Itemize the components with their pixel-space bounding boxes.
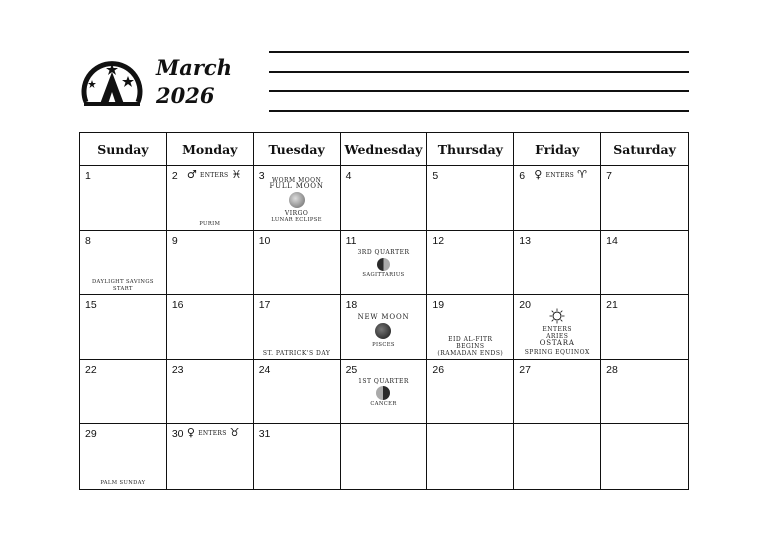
new-moon-icon: [375, 323, 391, 339]
event-label: PURIM: [199, 221, 221, 228]
event-label: OSTARA: [539, 339, 575, 348]
day-cell[interactable]: [80, 295, 167, 360]
venus-icon: ♀: [534, 168, 543, 181]
day-cell[interactable]: [254, 295, 341, 360]
event-label: SPRING EQUINOX: [524, 349, 590, 357]
weekday-wednesday: Wednesday: [341, 133, 428, 166]
moon-stars-logo-icon: [78, 52, 146, 110]
event-label: BEGINS: [456, 342, 485, 350]
day-number: 5: [432, 170, 439, 182]
event-label: PALM SUNDAY: [100, 480, 146, 487]
day-number: 11: [345, 234, 357, 247]
day-number: 12: [432, 234, 445, 247]
day-number: 8: [85, 234, 91, 247]
event-label: (RAMADAN ENDS): [437, 349, 504, 357]
day-cell[interactable]: [601, 424, 688, 489]
day-cell[interactable]: [341, 360, 428, 425]
day-number: 28: [606, 363, 618, 376]
day-cell[interactable]: [601, 231, 688, 296]
day-cell[interactable]: [254, 360, 341, 425]
weekday-friday: Friday: [514, 133, 601, 166]
month-label: March: [156, 55, 232, 80]
sun-icon: [549, 308, 565, 324]
day-cell[interactable]: [80, 231, 167, 296]
day-number: 31: [258, 428, 271, 441]
day-cell[interactable]: [254, 424, 341, 489]
day-cell[interactable]: [514, 166, 601, 231]
weekday-sunday: Sunday: [80, 133, 167, 166]
taurus-icon: ♉: [229, 426, 240, 440]
weekday-saturday: Saturday: [601, 133, 688, 166]
event-label: VIRGO: [284, 210, 309, 217]
event-label: CANCER: [370, 400, 397, 407]
day-cell[interactable]: [514, 295, 601, 360]
event-label: WORM MOON: [271, 177, 322, 184]
day-cell[interactable]: [254, 231, 341, 296]
day-cell[interactable]: [427, 166, 514, 231]
ingress-note: ♀ ENTERS ♉: [186, 426, 240, 440]
day-cell[interactable]: [427, 231, 514, 296]
event-label: FULL MOON: [269, 182, 324, 190]
day-number: 26: [432, 363, 445, 376]
day-cell[interactable]: [167, 360, 254, 425]
event-label: NEW MOON: [357, 313, 410, 322]
day-cell[interactable]: [254, 166, 341, 231]
day-number: 21: [606, 299, 618, 312]
weekday-monday: Monday: [167, 133, 254, 166]
venus-icon: ♀: [186, 426, 196, 440]
day-cell[interactable]: [601, 295, 688, 360]
weekday-thursday: Thursday: [427, 133, 514, 166]
day-number: 2: [171, 170, 178, 182]
day-cell[interactable]: [427, 424, 514, 489]
day-number: 14: [606, 234, 618, 247]
day-cell[interactable]: [341, 166, 428, 231]
ingress-note: ♀ ENTERS ♈: [534, 168, 588, 181]
day-number: 10: [258, 234, 271, 247]
day-cell[interactable]: [167, 166, 254, 231]
weekday-tuesday: Tuesday: [254, 133, 341, 166]
day-number: 25: [345, 363, 358, 376]
day-number: 13: [519, 234, 531, 247]
event-label: DAYLIGHT SAVINGS: [91, 278, 154, 285]
day-cell[interactable]: [341, 231, 428, 296]
day-cell[interactable]: [167, 424, 254, 489]
day-number: 4: [345, 170, 352, 182]
day-number: 7: [606, 170, 612, 182]
ingress-note: ♂ ENTERS ♓: [186, 168, 242, 181]
day-cell[interactable]: [167, 231, 254, 296]
day-cell[interactable]: [80, 424, 167, 489]
day-number: 30: [171, 428, 184, 441]
event-label: ARIES: [546, 333, 569, 341]
day-number: 1: [85, 170, 91, 182]
pisces-icon: ♓: [231, 168, 242, 181]
day-cell[interactable]: [427, 360, 514, 425]
day-number: 18: [345, 299, 358, 312]
day-cell[interactable]: [341, 424, 428, 489]
day-cell[interactable]: [601, 166, 688, 231]
day-number: 15: [85, 299, 97, 312]
event-label: PISCES: [372, 342, 395, 349]
day-cell[interactable]: [514, 424, 601, 489]
aries-icon: ♈: [577, 168, 588, 181]
third-quarter-moon-icon: [377, 258, 390, 271]
day-cell[interactable]: [167, 295, 254, 360]
full-moon-icon: [289, 192, 305, 208]
day-cell[interactable]: [514, 360, 601, 425]
mars-icon: ♂: [186, 168, 198, 181]
note-line: [269, 51, 689, 53]
day-number: 20: [519, 299, 531, 312]
event-label: LUNAR ECLIPSE: [271, 217, 322, 223]
event-label: 1ST QUARTER: [358, 377, 409, 385]
note-line: [269, 110, 689, 112]
day-number: 9: [171, 234, 178, 247]
day-cell[interactable]: [514, 231, 601, 296]
day-cell[interactable]: [601, 360, 688, 425]
day-cell[interactable]: [427, 295, 514, 360]
day-cell[interactable]: [341, 295, 428, 360]
first-quarter-moon-icon: [376, 386, 390, 400]
day-number: 23: [171, 363, 184, 376]
year-label: 2026: [156, 83, 215, 108]
day-number: 6: [519, 170, 526, 182]
day-number: 19: [432, 299, 445, 312]
event-label: ST. PATRICK'S DAY: [262, 349, 331, 357]
day-number: 29: [85, 428, 97, 441]
calendar-grid: [79, 132, 689, 490]
day-cell[interactable]: [80, 166, 167, 231]
month-year-title: [156, 54, 232, 110]
day-number: 24: [258, 363, 271, 376]
day-cell[interactable]: [80, 360, 167, 425]
day-number: 27: [519, 363, 531, 376]
day-number: 17: [258, 299, 271, 312]
event-label: ENTERS: [542, 326, 573, 334]
day-number: 22: [85, 363, 97, 376]
event-label: SAGITTARIUS: [362, 271, 405, 278]
event-label: START: [113, 285, 133, 292]
day-number: 3: [258, 170, 265, 182]
note-line: [269, 71, 689, 73]
event-label: EID AL-FITR: [448, 335, 493, 343]
day-number: 16: [171, 299, 184, 312]
note-line: [269, 90, 689, 92]
event-label: 3RD QUARTER: [357, 248, 410, 256]
